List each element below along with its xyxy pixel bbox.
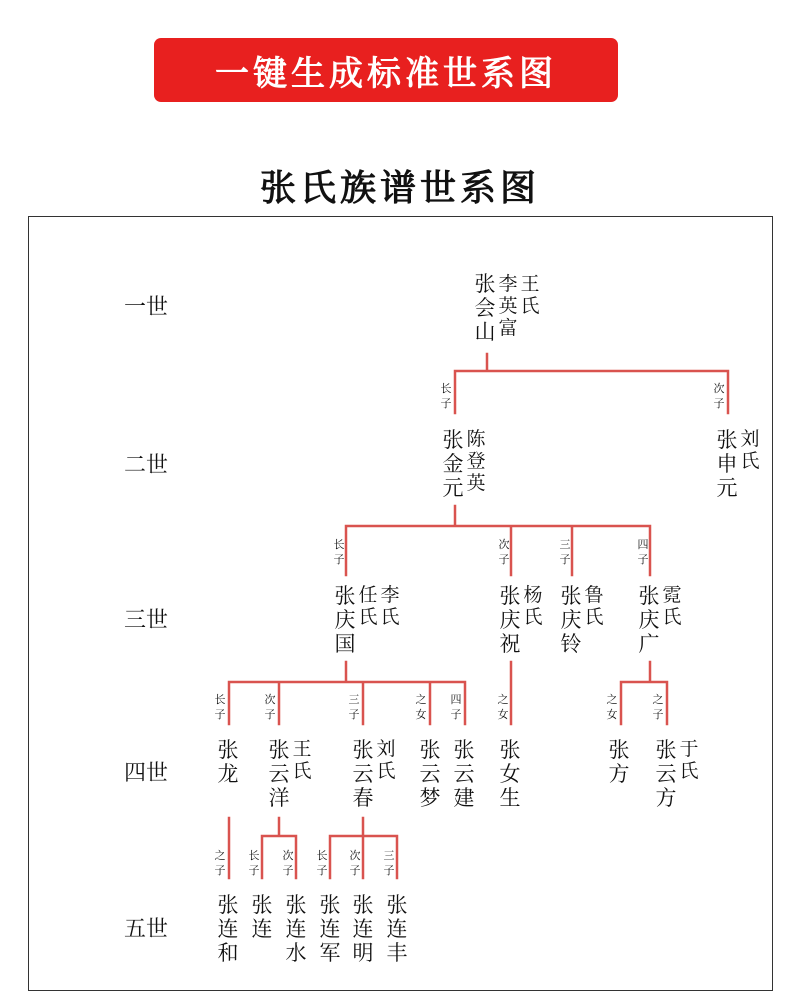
relation-label: 长子: [440, 382, 452, 410]
relation-label: 长子: [316, 849, 328, 877]
person-name: 张云洋: [268, 738, 290, 810]
relation-label: 四子: [450, 693, 462, 721]
chart-title: 张氏族谱世系图: [259, 167, 540, 209]
person-name: 张龙: [217, 738, 239, 786]
person-name: 张庆广: [638, 584, 660, 656]
person-name: 张申元: [716, 428, 738, 500]
relation-label: 长子: [248, 849, 260, 877]
spouse-name: 任氏 李氏: [358, 584, 400, 628]
person-name: 张云春: [352, 738, 374, 810]
relation-label: 三子: [348, 693, 360, 721]
person-name: 张会山: [474, 272, 496, 344]
relation-label: 长子: [214, 693, 226, 721]
person-name: 张方: [608, 738, 630, 786]
person-name: 张云方: [655, 738, 677, 810]
generation-label-4: 四世: [123, 761, 168, 786]
person-name: 张金元: [442, 428, 464, 500]
spouse-name: 王氏: [292, 738, 312, 782]
relation-label: 之女: [415, 693, 427, 721]
relation-label: 次子: [282, 849, 294, 877]
person-name: 张庆国: [334, 584, 356, 656]
person-name: 张庆祝: [499, 584, 521, 656]
spouse-name: 霓氏: [662, 584, 682, 628]
person-name: 张云建: [453, 738, 475, 810]
person-name: 张连明: [352, 893, 374, 965]
generate-button[interactable]: 一键生成标准世系图: [154, 38, 618, 102]
person-name: 张连军: [319, 893, 341, 965]
relation-label: 之子: [652, 693, 664, 721]
relation-label: 三子: [383, 849, 395, 877]
person-name: 张云梦: [419, 738, 441, 810]
person-name: 张连: [251, 893, 273, 941]
relation-label: 次子: [713, 382, 725, 410]
person-name: 张连水: [285, 893, 307, 965]
spouse-name: 陈登英: [466, 428, 486, 494]
person-name: 张连丰: [386, 893, 408, 965]
spouse-name-col1: 李英富 王氏: [498, 273, 540, 339]
connector-gen1-gen2: [455, 354, 728, 413]
person-name: 张连和: [217, 893, 239, 965]
generation-label-3: 三世: [123, 608, 168, 633]
relation-label: 次子: [349, 849, 361, 877]
relation-label: 四子: [637, 538, 649, 566]
generation-label-1: 一世: [123, 295, 168, 320]
relation-label: 次子: [498, 538, 510, 566]
relation-label: 长子: [333, 538, 345, 566]
spouse-name: 杨氏: [523, 584, 543, 628]
generation-label-2: 二世: [123, 453, 168, 478]
spouse-name: 鲁氏: [584, 584, 604, 628]
relation-label: 三子: [559, 538, 571, 566]
relation-label: 之子: [214, 849, 226, 877]
spouse-name: 于氏: [679, 738, 699, 782]
spouse-name: 刘氏: [740, 428, 760, 472]
relation-label: 次子: [264, 693, 276, 721]
spouse-name: 刘氏: [376, 738, 396, 782]
relation-label: 之女: [497, 693, 509, 721]
person-name: 张女生: [499, 738, 521, 810]
generation-label-5: 五世: [123, 917, 168, 942]
relation-label: 之女: [606, 693, 618, 721]
person-name: 张庆铃: [560, 584, 582, 656]
